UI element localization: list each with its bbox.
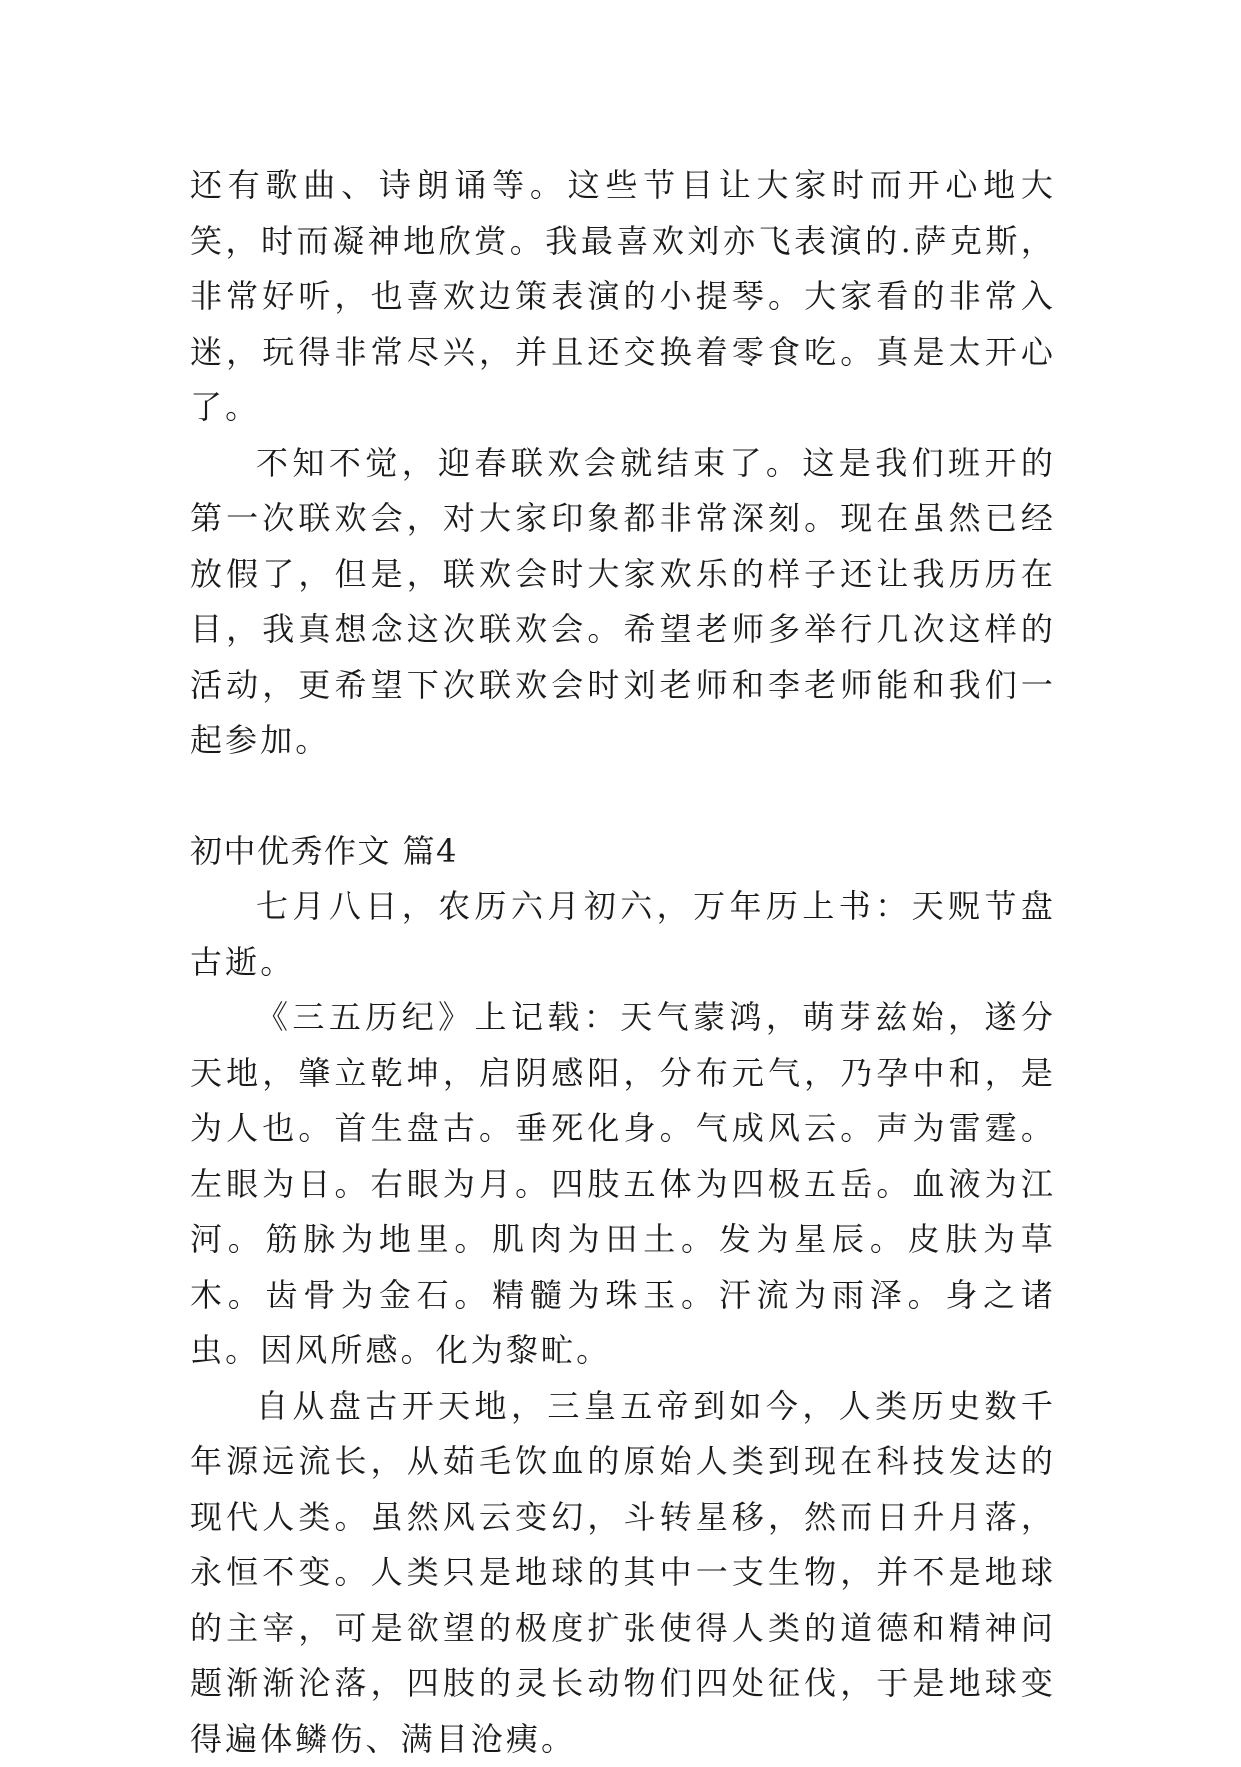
paragraph-performances: 还有歌曲、诗朗诵等。这些节目让大家时而开心地大笑，时而凝神地欣赏。我最喜欢刘亦飞表演的.萨克斯，非常好听，也喜欢边策表演的小提琴。大家看的非常入迷，玩得非常尽兴，并且还交换着零食吃。真是太开心了。 — [190, 158, 1056, 436]
section-gap — [190, 769, 1056, 824]
paragraph-date: 七月八日，农历六月初六，万年历上书：天贶节盘古逝。 — [190, 879, 1056, 990]
paragraph-party-ending: 不知不觉，迎春联欢会就结束了。这是我们班开的第一次联欢会，对大家印象都非常深刻。现在虽然已经放假了，但是，联欢会时大家欢乐的样子还让我历历在目，我真想念这次联欢会。希望老师多举行几次这样的活动，更希望下次联欢会时刘老师和李老师能和我们一起参加。 — [190, 436, 1056, 769]
section-heading: 初中优秀作文 篇4 — [190, 824, 1056, 880]
document-body — [190, 158, 1056, 1767]
paragraph-human-history: 自从盘古开天地，三皇五帝到如今，人类历史数千年源远流长，从茹毛饮血的原始人类到现在科技发达的现代人类。虽然风云变幻，斗转星移，然而日升月落，永恒不变。人类只是地球的其中一支生物，并不是地球的主宰，可是欲望的极度扩张使得人类的道德和精神问题渐渐沦落，四肢的灵长动物们四处征伐，于是地球变得遍体鳞伤、满目沧痍。 — [190, 1379, 1056, 1767]
paragraph-pangu-legend: 《三五历纪》上记载：天气蒙鸿，萌芽兹始，遂分天地，肇立乾坤，启阴感阳，分布元气，乃孕中和，是为人也。首生盘古。垂死化身。气成风云。声为雷霆。左眼为日。右眼为月。四肢五体为四极五岳。血液为江河。筋脉为地里。肌肉为田土。发为星辰。皮肤为草木。齿骨为金石。精髓为珠玉。汗流为雨泽。身之诸虫。因风所感。化为黎甿。 — [190, 990, 1056, 1379]
